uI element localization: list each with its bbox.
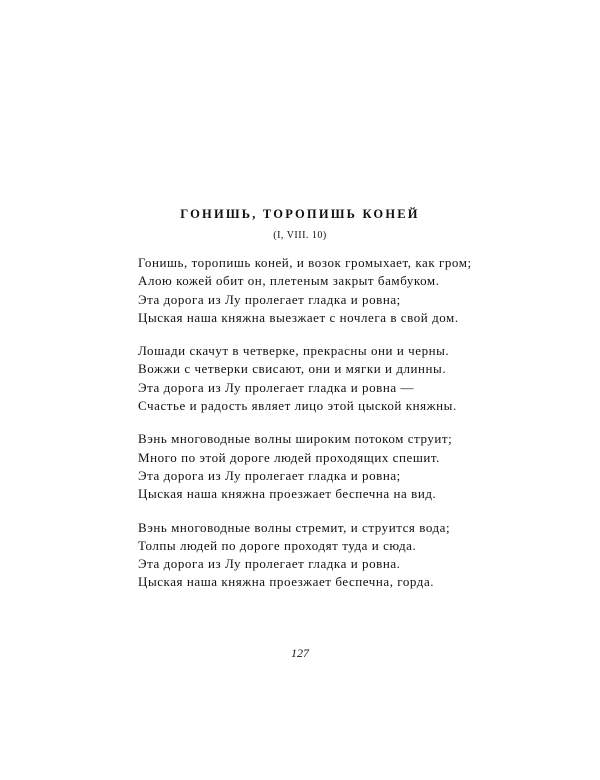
poem-line: Вэнь многоводные волны широким потоком струит; <box>138 431 453 447</box>
page-number: 127 <box>291 646 309 660</box>
poem-title: ГОНИШЬ, ТОРОПИШЬ КОНЕЙ <box>180 207 420 221</box>
poem-line: Цыская наша княжна проезжает беспечна на вид. <box>138 486 437 502</box>
poem-line: Эта дорога из Лу пролегает гладка и ровна; <box>138 291 401 307</box>
stanza-4 <box>138 519 478 592</box>
poem-line: Лошади скачут в четверке, прекрасны они и черны. <box>138 343 450 359</box>
poem-reference: (I, VIII. 10) <box>273 230 327 241</box>
poem-line: Гонишь, торопишь коней, и возок громыхает, как гром; <box>138 255 472 270</box>
stanza-1 <box>138 254 478 327</box>
poem-line: Эта дорога из Лу пролегает гладка и ровна. <box>138 556 401 572</box>
poem-body <box>138 254 478 607</box>
poem-line: Эта дорога из Лу пролегает гладка и ровна — <box>138 379 414 395</box>
poem-line: Толпы людей по дороге проходят туда и сюда. <box>138 537 417 553</box>
poem-line: Эта дорога из Лу пролегает гладка и ровна; <box>138 467 401 483</box>
poem-line: Вэнь многоводные волны стремит, и струится вода; <box>138 519 451 535</box>
poem-line: Счастье и радость являет лицо этой цыской княжны. <box>138 398 457 414</box>
poem-line: Алою кожей обит он, плетеным закрыт бамбуком. <box>138 273 440 289</box>
poem-line: Цыская наша княжна выезжает с ночлега в свой дом. <box>138 309 459 325</box>
poem-line: Цыская наша княжна проезжает беспечна, горда. <box>138 574 435 590</box>
stanza-3 <box>138 430 478 503</box>
poem-line: Вожжи с четверки свисают, они и мягки и длинны. <box>138 361 447 377</box>
poem-line: Много по этой дороге людей проходящих спешит. <box>138 449 440 465</box>
stanza-2 <box>138 342 478 415</box>
